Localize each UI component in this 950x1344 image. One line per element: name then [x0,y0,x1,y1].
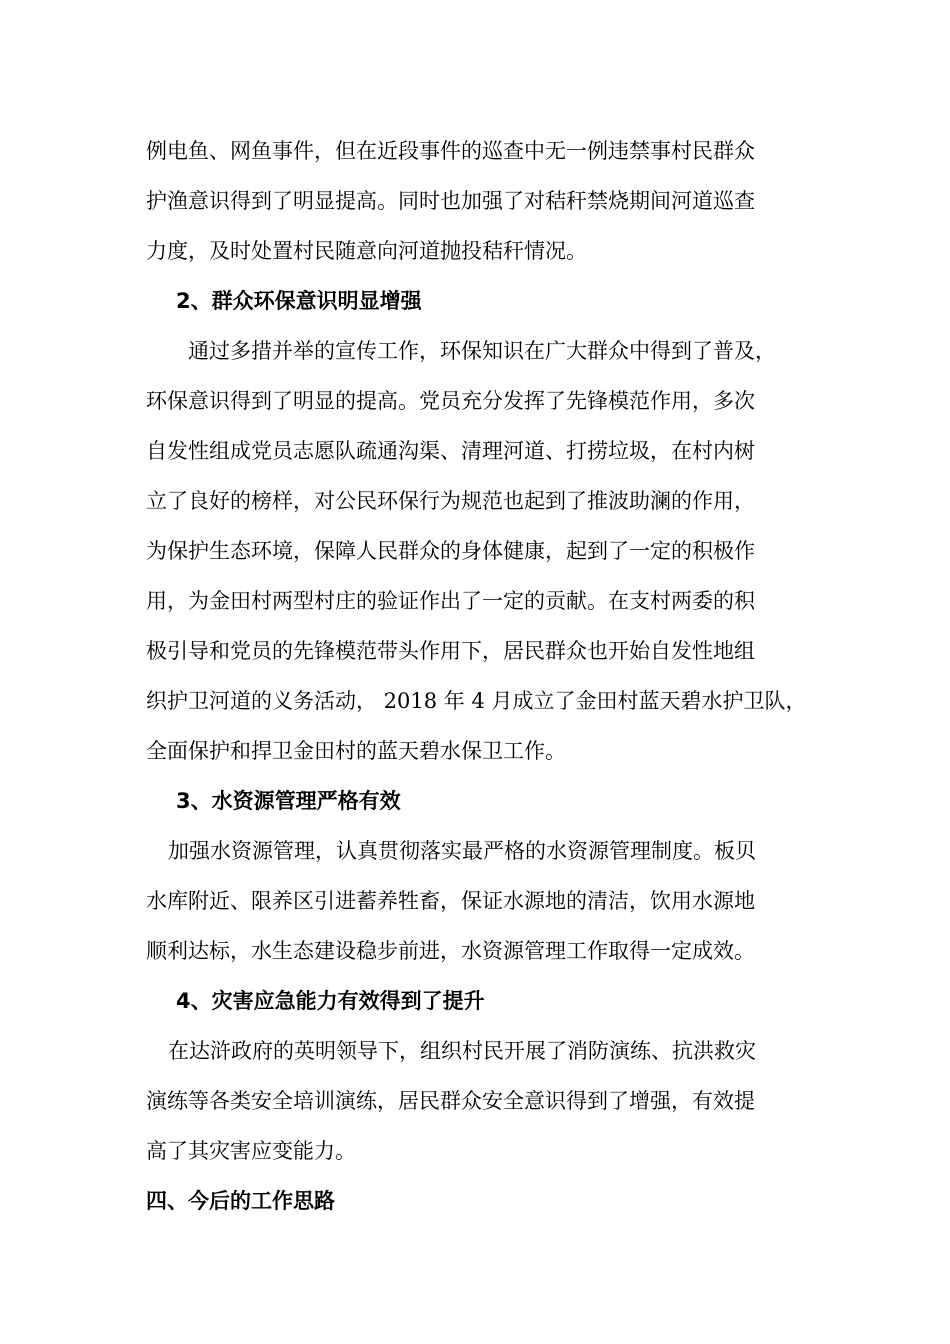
chapter-heading: 四、今后的工作思路 [146,1189,335,1213]
paragraph-line: 织护卫河道的义务活动， 2018 年 4 月成立了金田村蓝天碧水护卫队， [146,689,807,713]
paragraph-line: 高了其灾害应变能力。 [146,1139,356,1163]
paragraph-line: 护渔意识得到了明显提高。同时也加强了对秸秆禁烧期间河道巡查 [146,189,755,213]
paragraph-line: 全面保护和捍卫金田村的蓝天碧水保卫工作。 [146,739,566,763]
paragraph-line: 顺利达标，水生态建设稳步前进，水资源管理工作取得一定成效。 [146,939,755,963]
paragraph-line: 演练等各类安全培训演练，居民群众安全意识得到了增强，有效提 [146,1089,755,1113]
paragraph-line: 自发性组成党员志愿队疏通沟渠、清理河道、打捞垃圾，在村内树 [146,439,755,463]
paragraph-line: 水库附近、限养区引进蓄养牲畜，保证水源地的清洁，饮用水源地 [146,889,755,913]
paragraph-line: 例电鱼、网鱼事件，但在近段事件的巡查中无一例违禁事村民群众 [146,139,755,163]
paragraph-line: 用，为金田村两型村庄的验证作出了一定的贡献。在支村两委的积 [146,589,755,613]
paragraph-line: 立了良好的榜样，对公民环保行为规范也起到了推波助澜的作用， [146,489,755,513]
paragraph-line: 极引导和党员的先锋模范带头作用下，居民群众也开始自发性地组 [146,639,755,663]
section-heading: 4、灾害应急能力有效得到了提升 [176,989,485,1013]
section-heading: 3、水资源管理严格有效 [176,789,401,813]
paragraph-line: 通过多措并举的宣传工作，环保知识在广大群众中得到了普及， [188,339,776,363]
paragraph-line: 加强水资源管理，认真贯彻落实最严格的水资源管理制度。板贝 [168,839,756,863]
paragraph-line: 环保意识得到了明显的提高。党员充分发挥了先锋模范作用，多次 [146,389,755,413]
paragraph-line: 力度，及时处置村民随意向河道抛投秸秆情况。 [146,239,587,263]
paragraph-line: 在达浒政府的英明领导下，组织村民开展了消防演练、抗洪救灾 [168,1039,756,1063]
paragraph-line: 为保护生态环境，保障人民群众的身体健康，起到了一定的积极作 [146,539,755,563]
section-heading: 2、群众环保意识明显增强 [176,289,422,313]
